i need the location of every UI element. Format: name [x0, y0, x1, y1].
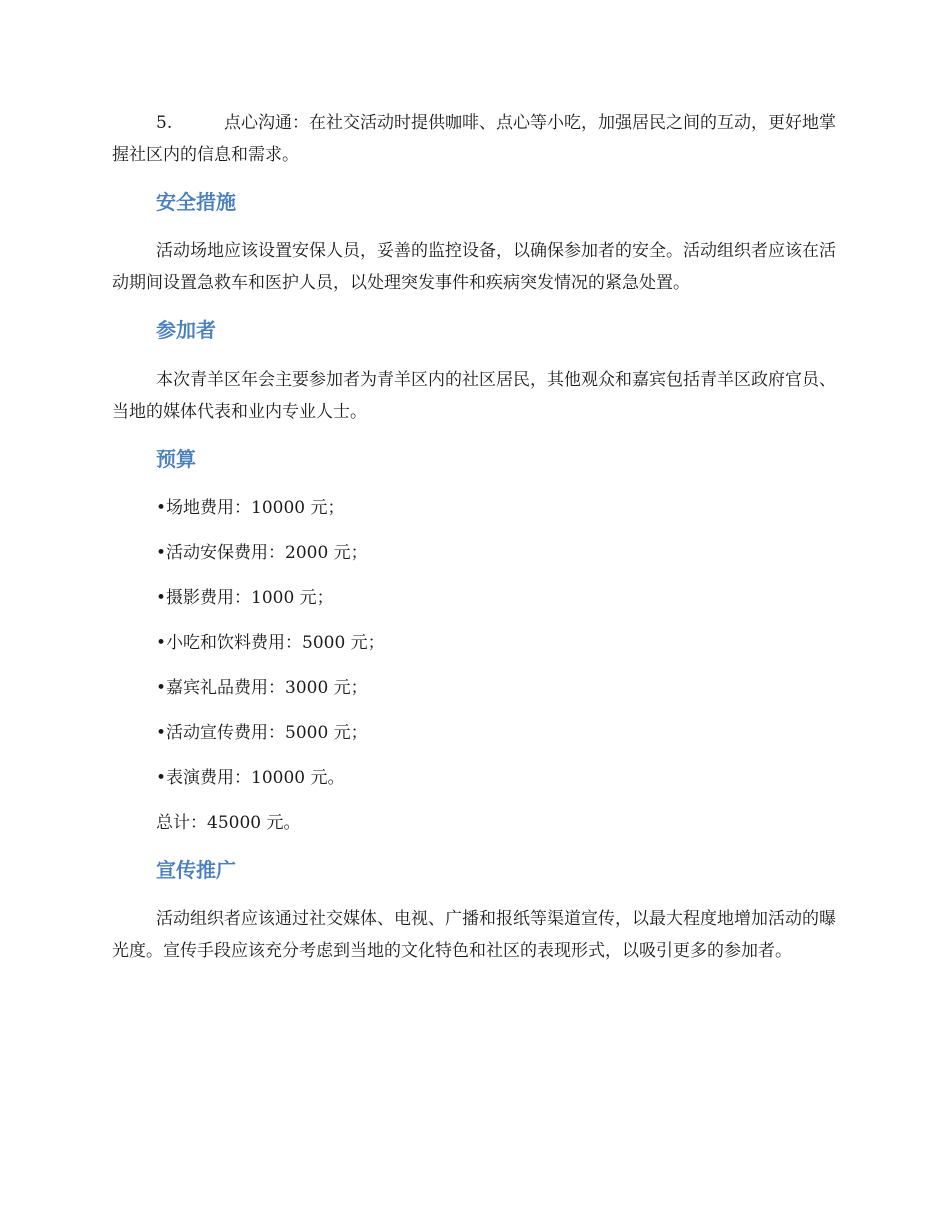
- bullet-dot: •: [156, 543, 167, 563]
- bullet-dot: •: [156, 723, 167, 743]
- item-text: 点心沟通：在社交活动时提供咖啡、点心等小吃，加强居民之间的互动，更好地掌握社区内的信息和需求。: [112, 113, 836, 165]
- budget-item: •摄影费用：1000 元；: [156, 584, 334, 612]
- bullet-dot: •: [156, 498, 167, 518]
- section-heading-security: 安全措施: [156, 190, 236, 214]
- budget-item: •场地费用：10000 元；: [156, 494, 344, 522]
- section-heading-promotion: 宣传推广: [156, 858, 236, 882]
- budget-item: •小吃和饮料费用：5000 元；: [156, 629, 385, 657]
- budget-item: •活动宣传费用：5000 元；: [156, 719, 368, 747]
- promotion-paragraph: 活动组织者应该通过社交媒体、电视、广播和报纸等渠道宣传，以最大程度地增加活动的曝光度。宣传手段应该充分考虑到当地的文化特色和社区的表现形式，以吸引更多的参加者。: [112, 909, 836, 961]
- section-heading-participants: 参加者: [156, 318, 216, 342]
- budget-item: •活动安保费用：2000 元；: [156, 539, 368, 567]
- numbered-item-5: [112, 107, 840, 171]
- budget-total: 总计：45000 元。: [156, 813, 301, 833]
- bullet-dot: •: [156, 633, 167, 653]
- security-paragraph: 活动场地应该设置安保人员，妥善的监控设备，以确保参加者的安全。活动组织者应该在活动期间设置急救车和医护人员，以处理突发事件和疾病突发情况的紧急处置。: [112, 241, 836, 293]
- bullet-dot: •: [156, 588, 167, 608]
- item-number: 5.: [156, 113, 173, 133]
- section-heading-budget: 预算: [156, 447, 196, 471]
- bullet-dot: •: [156, 678, 167, 698]
- participants-paragraph: 本次青羊区年会主要参加者为青羊区内的社区居民，其他观众和嘉宾包括青羊区政府官员、当地的媒体代表和业内专业人士。: [112, 370, 836, 422]
- budget-item: •嘉宾礼品费用：3000 元；: [156, 674, 368, 702]
- budget-item: •表演费用：10000 元。: [156, 764, 344, 792]
- bullet-dot: •: [156, 768, 167, 788]
